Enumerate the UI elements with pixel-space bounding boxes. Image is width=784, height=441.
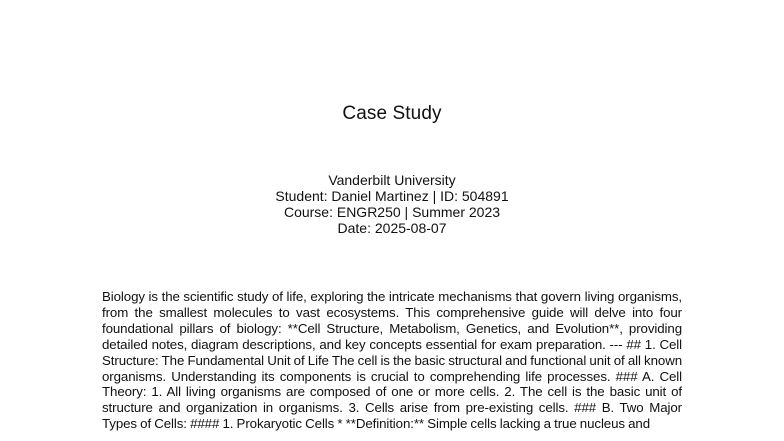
document-title: Case Study [342,103,442,124]
body-paragraph: Biology is the scientific study of life, exploring the intricate mechanisms that govern living organisms, from the smallest molecules to vast ecosystems. This comprehensive guide will delve into four foundational pillars of biology: **Cell Structure, Metabolism, Genetics, and Evolution**, providing detailed notes, diagram descriptions, and key concepts essential for exam preparation. --- ## 1. Cell Structure: The Fundamental Unit of Life The cell is the basic structural and functional unit of all known organisms. Understanding its components is crucial to comprehending life processes. ### A. Cell Theory: 1. All living organisms are composed of one or more cells. 2. The cell is the basic unit of structure and organization in organisms. 3. Cells arise from pre-existing cells. ### B. Two Major Types of Cells: #### 1. Prokaryotic Cells * **Definition:** Simple cells lacking a true nucleus and [102,289,682,432]
document-metadata [0,172,784,236]
date-line: Date: 2025-08-07 [337,220,447,236]
course-line: Course: ENGR250 | Summer 2023 [283,204,501,220]
institution-line: Vanderbilt University [328,172,456,188]
student-line: Student: Daniel Martinez | ID: 504891 [275,188,509,204]
